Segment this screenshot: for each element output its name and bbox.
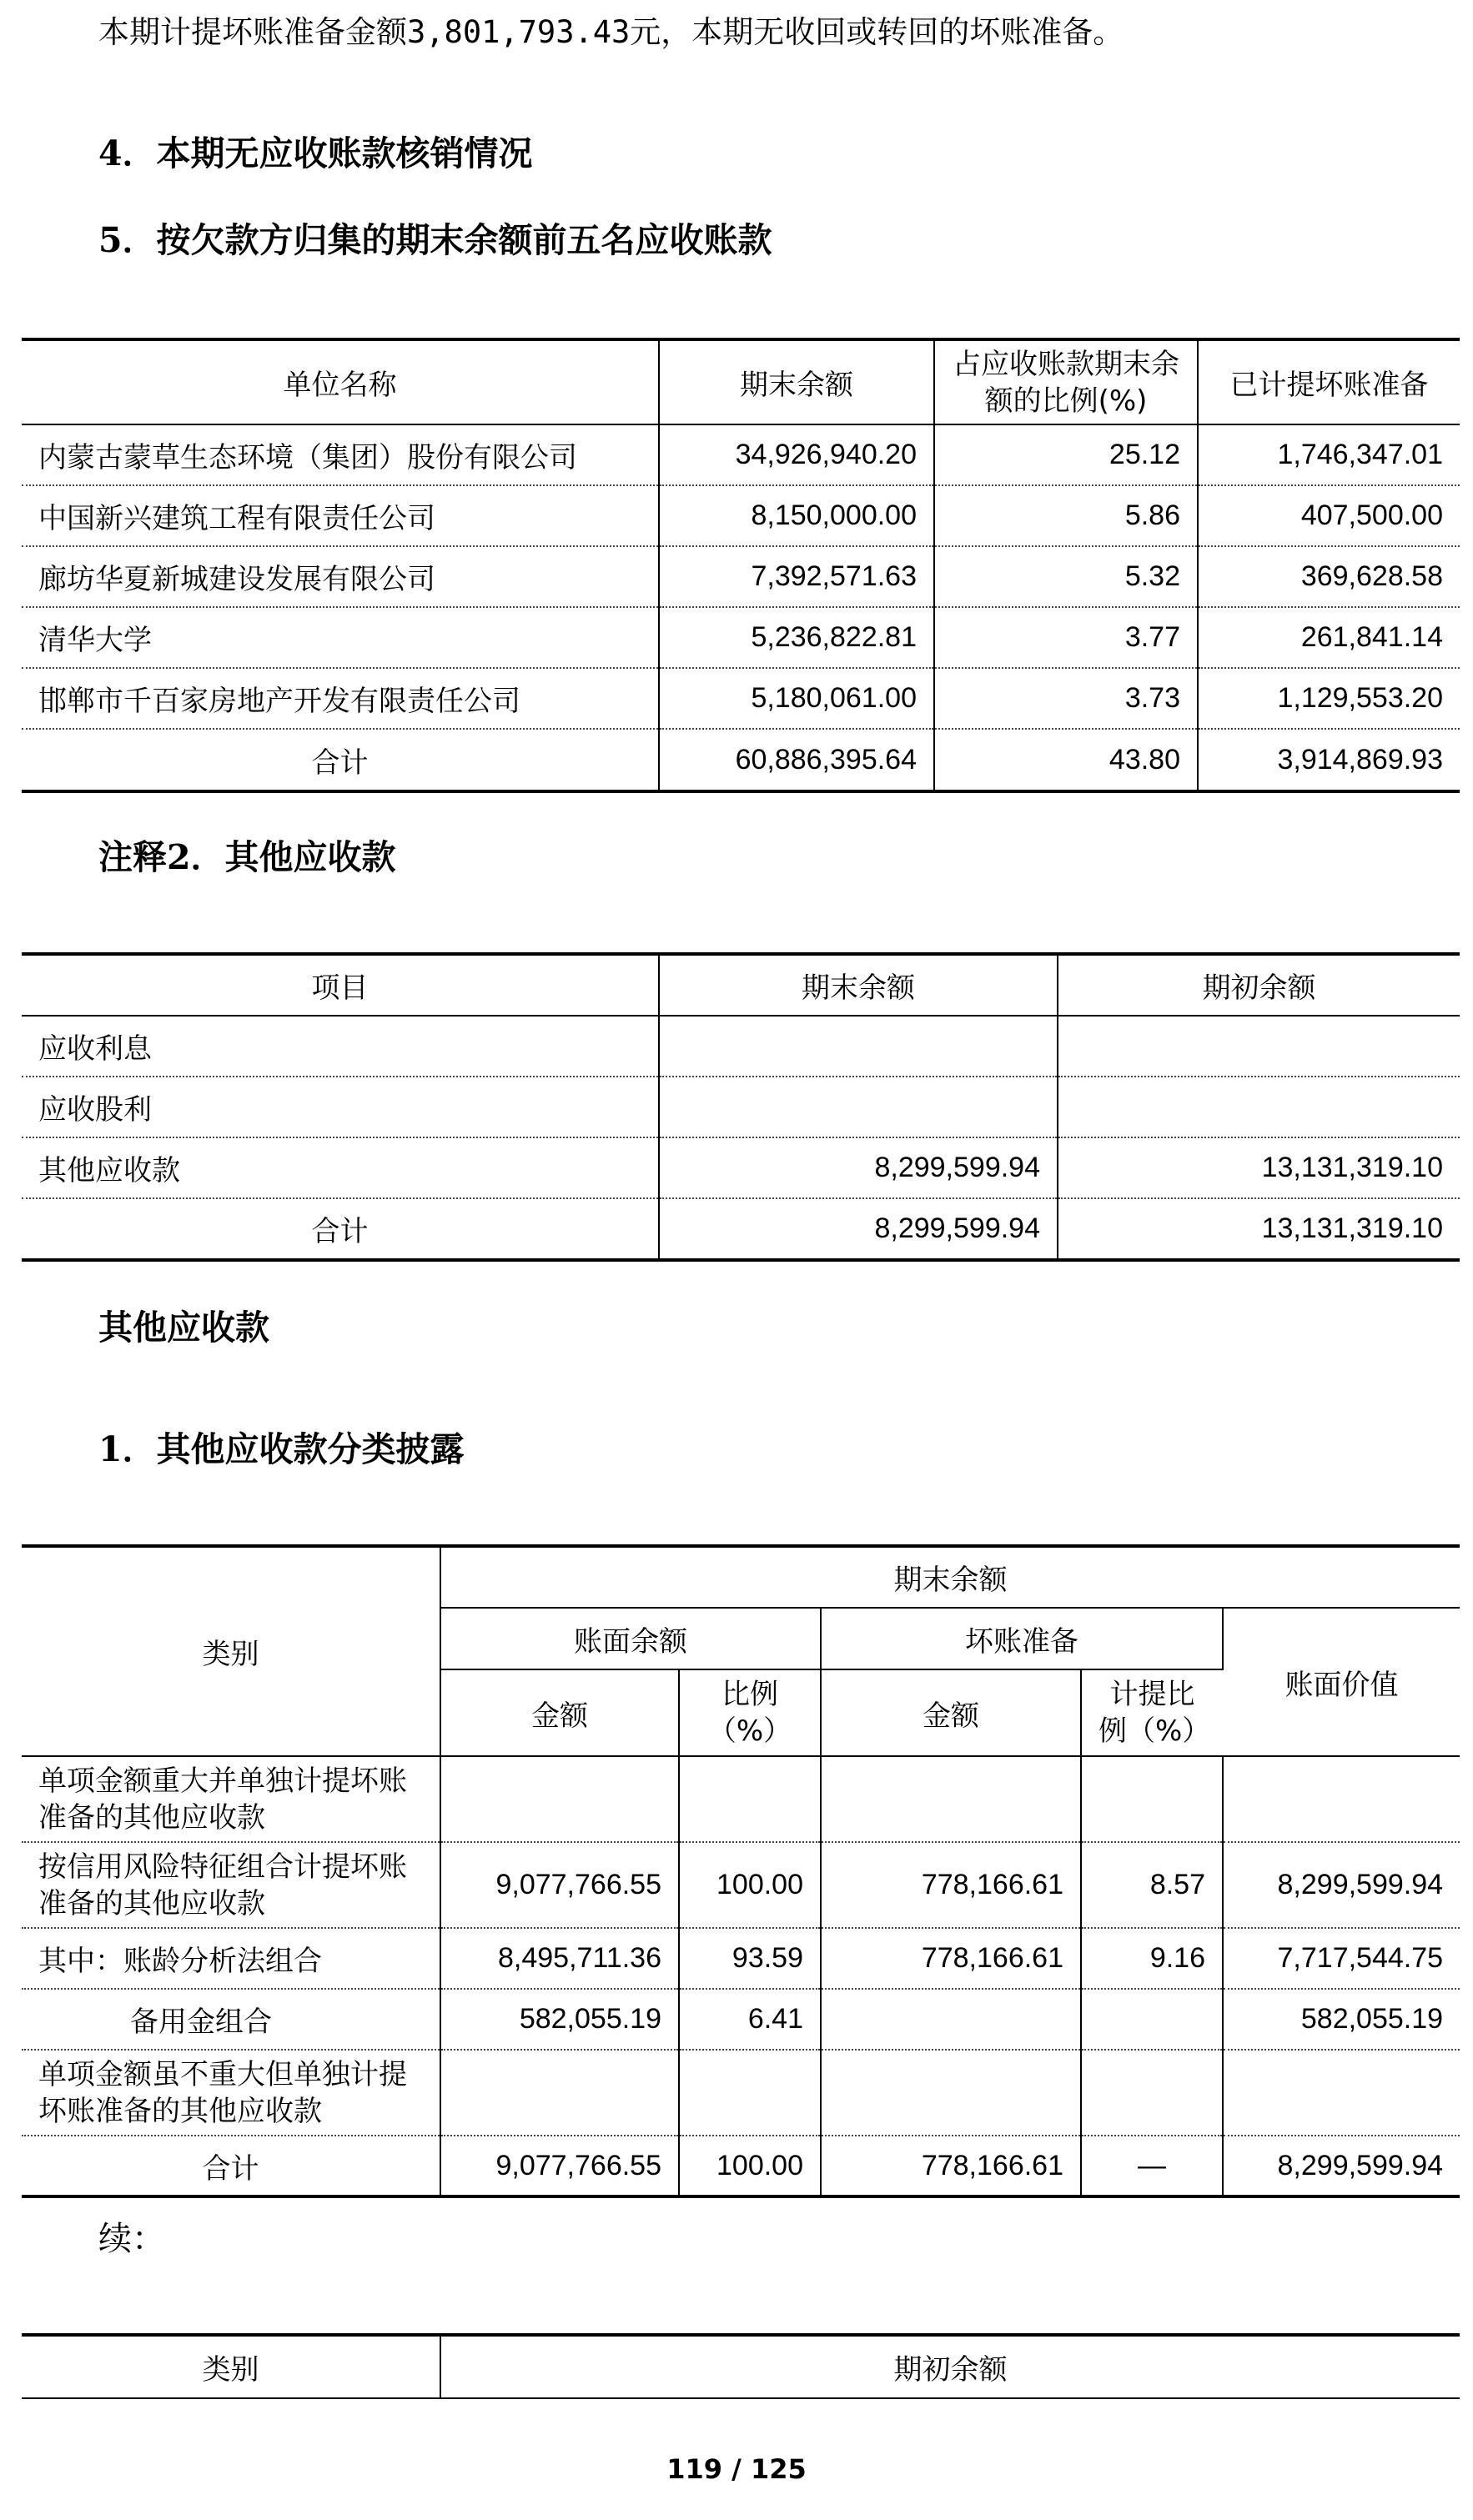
cell-ratio: 6.41: [679, 1989, 821, 2050]
cell-book-value: 8,299,599.94: [1223, 1842, 1460, 1928]
cell-ending: [659, 1077, 1058, 1137]
cell-bad-debt: 778,166.61: [821, 1928, 1081, 1989]
cell-total-provision: 3,914,869.93: [1198, 729, 1460, 791]
cell-ending-balance: 5,180,061.00: [659, 668, 934, 729]
table-row: [22, 546, 1460, 607]
top-five-receivables-table: [22, 338, 1460, 793]
note2-heading: 注释2．其他应收款: [98, 837, 396, 877]
cell-ending-balance: 34,926,940.20: [659, 424, 934, 485]
cell-ratio: 3.73: [934, 668, 1198, 729]
heading-top-five: 5．按欠款方归集的期末余额前五名应收账款: [98, 220, 772, 260]
col-header-beginning: 期初余额: [440, 2335, 1460, 2398]
cell-ending-balance: 7,392,571.63: [659, 546, 934, 607]
cell-ratio: 100.00: [679, 1842, 821, 1928]
table-row: [22, 1137, 1460, 1198]
other-receivables-classification-table: [22, 1544, 1460, 2198]
cell-total-ending: 60,886,395.64: [659, 729, 934, 791]
table-row: [22, 485, 1460, 546]
cell-ratio: 5.86: [934, 485, 1198, 546]
cell-total-label: 合计: [22, 729, 659, 791]
col-header-ending: 期末余额: [659, 954, 1058, 1016]
cell-provision: 1,129,553.20: [1198, 668, 1460, 729]
cell-bad-debt: [821, 1989, 1081, 2050]
cell-ratio: 5.32: [934, 546, 1198, 607]
cell-provision-ratio: 8.57: [1081, 1842, 1223, 1928]
cell-ratio: 3.77: [934, 607, 1198, 668]
col-header-book-value: 账面价值: [1223, 1608, 1460, 1756]
table-row: [22, 668, 1460, 729]
cell-book-value: [1223, 2050, 1460, 2136]
cell-provision: 1,746,347.01: [1198, 424, 1460, 485]
cell-amount: 8,495,711.36: [440, 1928, 679, 1989]
cell-book-value: [1223, 1756, 1460, 1842]
page-number: 119 / 125: [666, 2453, 807, 2485]
cell-beginning: [1058, 1016, 1460, 1077]
cell-amount: 582,055.19: [440, 1989, 679, 2050]
intro-text: 本期计提坏账准备金额3,801,793.43元，本期无收回或转回的坏账准备。: [98, 14, 1124, 50]
table-row: [22, 1928, 1460, 1989]
cell-ratio: 93.59: [679, 1928, 821, 1989]
beginning-balance-table: [22, 2333, 1460, 2399]
other-receivables-summary-table: [22, 952, 1460, 1262]
cell-entity: 内蒙古蒙草生态环境（集团）股份有限公司: [22, 424, 659, 485]
cell-ending: 8,299,599.94: [659, 1137, 1058, 1198]
cell-category: 单项金额重大并单独计提坏账准备的其他应收款: [22, 1756, 440, 1842]
cell-entity: 廊坊华夏新城建设发展有限公司: [22, 546, 659, 607]
cell-bad-debt: [821, 1756, 1081, 1842]
cell-amount: [440, 2050, 679, 2136]
cell-total-beginning: 13,131,319.10: [1058, 1198, 1460, 1260]
cell-bad-debt: 778,166.61: [821, 1842, 1081, 1928]
cell-total-ending: 8,299,599.94: [659, 1198, 1058, 1260]
col-header-category: 类别: [22, 2335, 440, 2398]
cell-category: 按信用风险特征组合计提坏账准备的其他应收款: [22, 1842, 440, 1928]
cell-total-ratio: 43.80: [934, 729, 1198, 791]
total-row: [22, 1198, 1460, 1260]
heading-classification: 1．其他应收款分类披露: [98, 1429, 465, 1469]
cell-ending-balance: 8,150,000.00: [659, 485, 934, 546]
cell-category: 单项金额虽不重大但单独计提坏账准备的其他应收款: [22, 2050, 440, 2136]
table-row: [22, 1989, 1460, 2050]
cell-ending: [659, 1016, 1058, 1077]
cell-provision: 369,628.58: [1198, 546, 1460, 607]
cell-total-amount: 9,077,766.55: [440, 2136, 679, 2196]
col-header-beginning: 期初余额: [1058, 954, 1460, 1016]
cell-ending-balance: 5,236,822.81: [659, 607, 934, 668]
col-header-category: 类别: [22, 1546, 440, 1756]
table-row: [22, 424, 1460, 485]
table-row: [22, 1077, 1460, 1137]
col-header-amount: 金额: [440, 1669, 679, 1756]
col-header-ratio: 占应收账款期末余额的比例(%): [934, 339, 1198, 424]
cell-category: 其中：账龄分析法组合: [22, 1928, 440, 1989]
cell-total-label: 合计: [22, 2136, 440, 2196]
cell-bad-debt: [821, 2050, 1081, 2136]
cell-total-label: 合计: [22, 1198, 659, 1260]
col-header-ratio: 比例（%）: [679, 1669, 821, 1756]
col-header-provision: 已计提坏账准备: [1198, 339, 1460, 424]
cell-entity: 清华大学: [22, 607, 659, 668]
cell-ratio: 25.12: [934, 424, 1198, 485]
cell-beginning: [1058, 1077, 1460, 1137]
col-header-ending-balance: 期末余额: [659, 339, 934, 424]
col-header-provision-ratio: 计提比例（%）: [1081, 1669, 1223, 1756]
cell-total-provision-ratio: —: [1081, 2136, 1223, 2196]
cell-entity: 中国新兴建筑工程有限责任公司: [22, 485, 659, 546]
cell-provision: 407,500.00: [1198, 485, 1460, 546]
cell-item: 应收利息: [22, 1016, 659, 1077]
other-receivables-heading: 其他应收款: [98, 1308, 269, 1348]
cell-entity: 邯郸市千百家房地产开发有限责任公司: [22, 668, 659, 729]
cell-book-value: 582,055.19: [1223, 1989, 1460, 2050]
col-header-amount-2: 金额: [821, 1669, 1081, 1756]
table-row: [22, 1016, 1460, 1077]
col-header-entity: 单位名称: [22, 339, 659, 424]
cell-provision-ratio: 9.16: [1081, 1928, 1223, 1989]
col-header-ending: 期末余额: [440, 1546, 1460, 1608]
cell-provision: 261,841.14: [1198, 607, 1460, 668]
table-row: [22, 1842, 1460, 1928]
table-row: [22, 2050, 1460, 2136]
cell-book-value: 7,717,544.75: [1223, 1928, 1460, 1989]
cell-amount: 9,077,766.55: [440, 1842, 679, 1928]
cell-total-bad-debt: 778,166.61: [821, 2136, 1081, 2196]
cell-ratio: [679, 2050, 821, 2136]
col-header-item: 项目: [22, 954, 659, 1016]
col-header-book-balance: 账面余额: [440, 1608, 821, 1669]
cell-total-book-value: 8,299,599.94: [1223, 2136, 1460, 2196]
cell-provision-ratio: [1081, 2050, 1223, 2136]
table-row: [22, 1756, 1460, 1842]
col-header-bad-debt: 坏账准备: [821, 1608, 1223, 1669]
cell-ratio: [679, 1756, 821, 1842]
cell-provision-ratio: [1081, 1989, 1223, 2050]
cell-category: 备用金组合: [22, 1989, 440, 2050]
total-row: [22, 2136, 1460, 2196]
table-row: [22, 607, 1460, 668]
continued-label: 续：: [98, 2220, 165, 2258]
cell-provision-ratio: [1081, 1756, 1223, 1842]
cell-item: 其他应收款: [22, 1137, 659, 1198]
cell-item: 应收股利: [22, 1077, 659, 1137]
cell-beginning: 13,131,319.10: [1058, 1137, 1460, 1198]
heading-no-writeoff: 4．本期无应收账款核销情况: [98, 133, 533, 173]
total-row: [22, 729, 1460, 791]
cell-amount: [440, 1756, 679, 1842]
cell-total-ratio: 100.00: [679, 2136, 821, 2196]
